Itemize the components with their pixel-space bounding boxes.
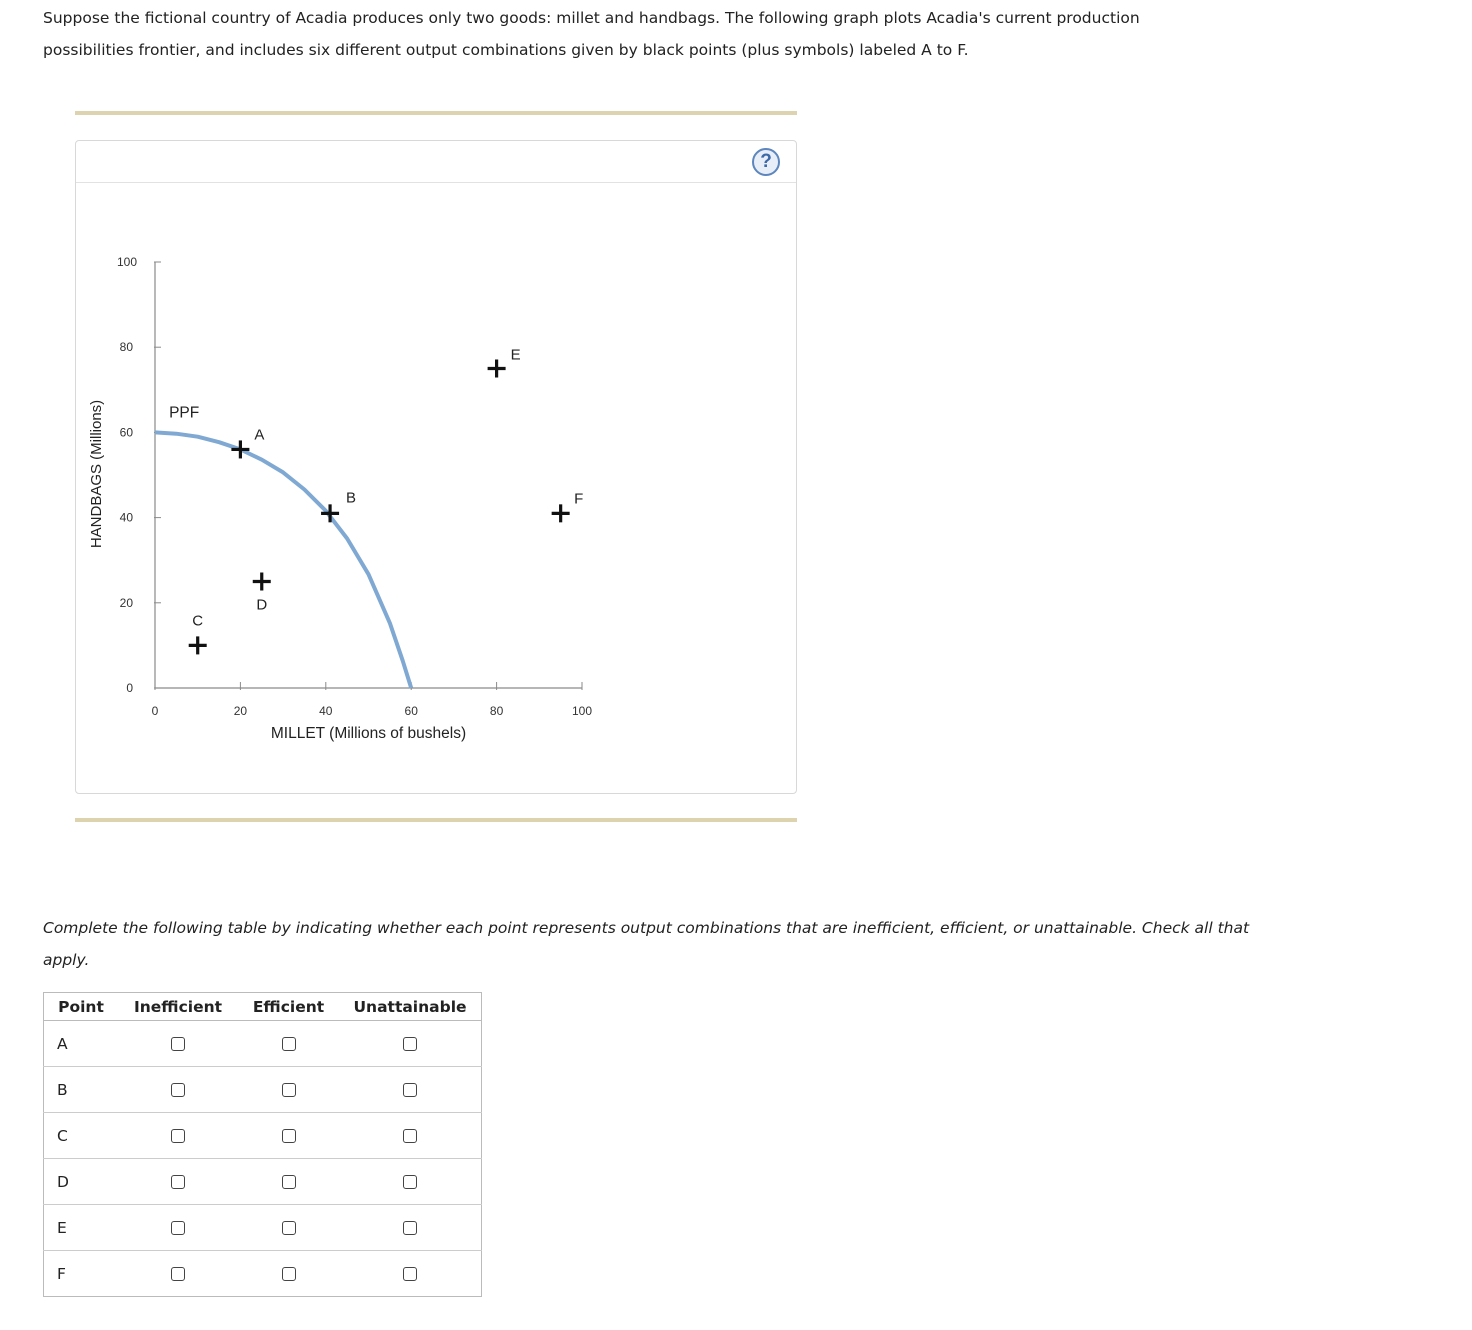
unattainable-checkbox[interactable] <box>403 1175 417 1189</box>
efficient-checkbox[interactable] <box>282 1221 296 1235</box>
table-row <box>44 1159 482 1205</box>
inefficient-checkbox[interactable] <box>171 1083 185 1097</box>
unattainable-checkbox[interactable] <box>403 1083 417 1097</box>
ppf-curve-label: PPF <box>169 404 200 422</box>
inefficient-cell <box>118 1021 238 1067</box>
inefficient-checkbox[interactable] <box>171 1037 185 1051</box>
efficient-checkbox[interactable] <box>282 1175 296 1189</box>
x-tick-label: 100 <box>571 704 593 718</box>
efficient-checkbox[interactable] <box>282 1083 296 1097</box>
efficient-checkbox[interactable] <box>282 1129 296 1143</box>
efficient-cell <box>238 1067 339 1113</box>
efficient-cell <box>238 1021 339 1067</box>
y-tick-label: 80 <box>119 340 133 355</box>
efficient-checkbox[interactable] <box>282 1267 296 1281</box>
point-c-label: C <box>192 612 204 630</box>
inefficient-checkbox[interactable] <box>171 1175 185 1189</box>
unattainable-cell <box>339 1251 482 1297</box>
table-row <box>44 1113 482 1159</box>
unattainable-cell <box>339 1021 482 1067</box>
unattainable-cell <box>339 1159 482 1205</box>
efficient-cell <box>238 1251 339 1297</box>
point-d-label: D <box>256 596 268 614</box>
inefficient-checkbox[interactable] <box>171 1267 185 1281</box>
inefficient-cell <box>118 1067 238 1113</box>
x-tick-label: 0 <box>151 704 159 718</box>
y-tick-label: 0 <box>126 681 133 695</box>
table-row <box>44 1021 482 1067</box>
inefficient-cell <box>118 1113 238 1159</box>
x-tick-label: 40 <box>319 704 333 718</box>
unattainable-checkbox[interactable] <box>403 1037 417 1051</box>
x-tick-label: 80 <box>489 704 504 718</box>
header-point: Point <box>44 993 119 1021</box>
point-label: B <box>44 1067 119 1113</box>
ppf-curve <box>155 432 411 688</box>
unattainable-checkbox[interactable] <box>403 1129 417 1143</box>
point-a-label: A <box>254 426 265 444</box>
y-tick-label: 40 <box>119 510 133 525</box>
inefficient-cell <box>118 1205 238 1251</box>
unattainable-checkbox[interactable] <box>403 1221 417 1235</box>
unattainable-cell <box>339 1113 482 1159</box>
inefficient-cell <box>118 1251 238 1297</box>
classification-table <box>43 992 482 1297</box>
efficient-cell <box>238 1205 339 1251</box>
inefficient-checkbox[interactable] <box>171 1221 185 1235</box>
x-tick-label: 20 <box>233 704 248 718</box>
unattainable-cell <box>339 1067 482 1113</box>
point-label: A <box>44 1021 119 1067</box>
point-b-label: B <box>346 489 357 507</box>
efficient-cell <box>238 1113 339 1159</box>
header-unattainable: Unattainable <box>339 993 482 1021</box>
point-label: D <box>44 1159 119 1205</box>
x-tick-label: 60 <box>404 704 418 718</box>
instruction-text: Complete the following table by indicating whether each point represents output combinations that are inefficient, efficient, or unattainable. Check all that apply. <box>43 919 1250 969</box>
unattainable-checkbox[interactable] <box>403 1267 417 1281</box>
table-header-row <box>44 993 482 1021</box>
ppf-chart <box>76 141 796 793</box>
table-row <box>44 1205 482 1251</box>
y-tick-label: 100 <box>116 255 137 269</box>
table-row <box>44 1067 482 1113</box>
unattainable-cell <box>339 1205 482 1251</box>
point-e-label: E <box>510 346 521 364</box>
y-tick-label: 60 <box>119 425 133 440</box>
efficient-cell <box>238 1159 339 1205</box>
x-axis-label: MILLET (Millions of bushels) <box>270 725 467 742</box>
y-axis-label: HANDBAGS (Millions) <box>88 399 105 549</box>
graph-panel <box>75 140 797 794</box>
point-label: C <box>44 1113 119 1159</box>
y-tick-label: 20 <box>119 595 133 610</box>
point-f-label: F <box>574 490 584 508</box>
efficient-checkbox[interactable] <box>282 1037 296 1051</box>
point-label: E <box>44 1205 119 1251</box>
point-label: F <box>44 1251 119 1297</box>
table-row <box>44 1251 482 1297</box>
inefficient-cell <box>118 1159 238 1205</box>
top-divider <box>75 111 797 115</box>
bottom-divider <box>75 818 797 822</box>
help-icon[interactable]: ? <box>752 148 780 176</box>
inefficient-checkbox[interactable] <box>171 1129 185 1143</box>
header-efficient: Efficient <box>238 993 339 1021</box>
header-inefficient: Inefficient <box>118 993 238 1021</box>
intro-text: Suppose the fictional country of Acadia produces only two goods: millet and handbags. The following graph plots Acadia's current production possibilities frontier, and includes six different output combinations given by black points (plus symbols) labeled A to F. <box>43 9 1140 59</box>
